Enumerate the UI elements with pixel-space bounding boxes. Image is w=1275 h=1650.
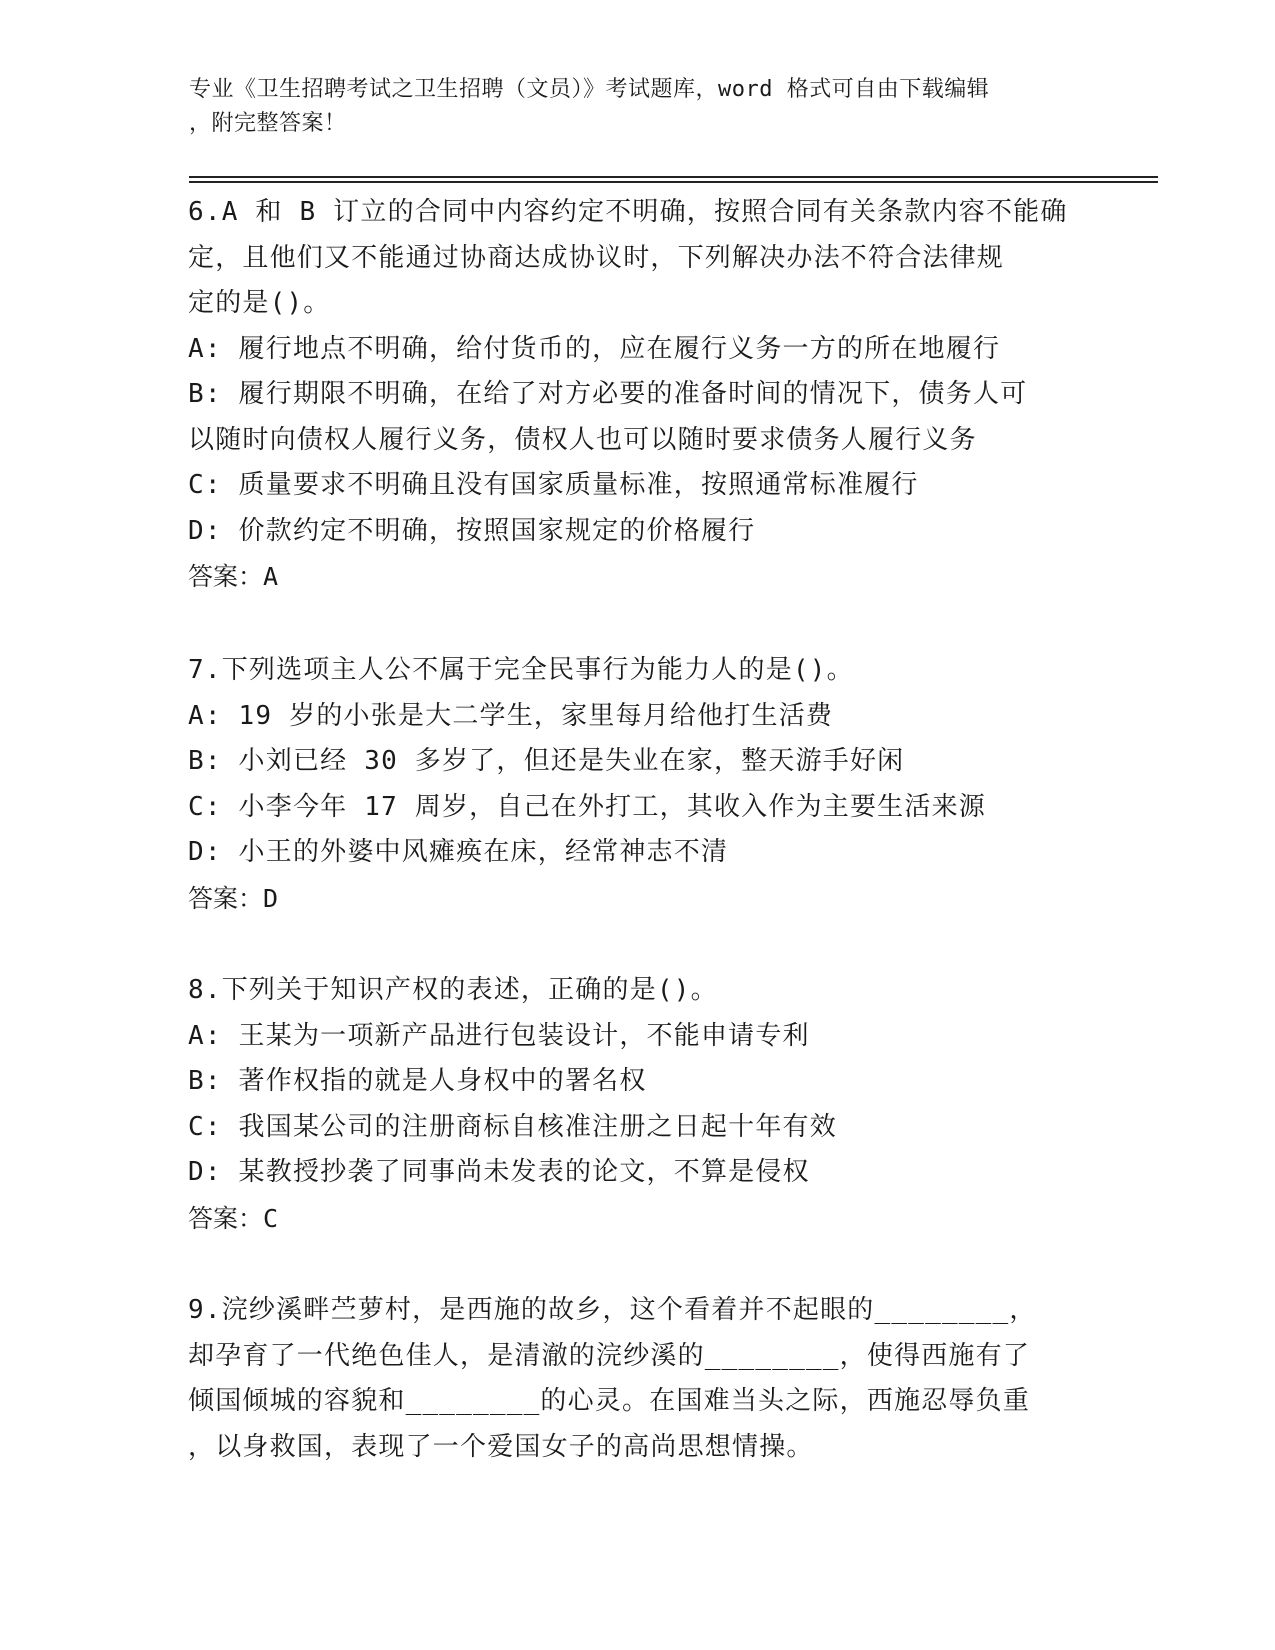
option-b: B: 著作权指的就是人身权中的署名权	[188, 1066, 647, 1096]
answer-line	[188, 554, 1088, 600]
question-6	[188, 190, 1088, 600]
question-stem: 却孕育了一代绝色佳人，是清澈的浣纱溪的________，使得西施有了	[188, 1340, 1031, 1371]
header-divider-top	[189, 176, 1158, 178]
question-stem: 定，且他们又不能通过协商达成协议时，下列解决办法不符合法律规	[188, 242, 1005, 273]
header-line: 专业《卫生招聘考试之卫生招聘（文员）》考试题库，word 格式可自由下载编辑	[189, 77, 990, 102]
question-stem: 8.下列关于知识产权的表述，正确的是()。	[188, 975, 718, 1005]
option-a: A: 王某为一项新产品进行包装设计，不能申请专利	[188, 1020, 810, 1051]
option-c: C: 我国某公司的注册商标自核准注册之日起十年有效	[188, 1111, 837, 1142]
option-d: D: 价款约定不明确，按照国家规定的价格履行	[188, 515, 756, 546]
question-stem: 7.下列选项主人公不属于完全民事行为能力人的是()。	[188, 655, 854, 685]
option-c: C: 质量要求不明确且没有国家质量标准，按照通常标准履行	[188, 470, 919, 500]
question-7	[188, 648, 1088, 922]
option-d: D: 小王的外婆中风瘫痪在床，经常神志不清	[188, 837, 729, 867]
answer-line	[188, 1196, 1088, 1242]
answer-label: 答案：	[188, 562, 264, 591]
document-header	[189, 73, 1089, 141]
option-b: B: 小刘已经 30 多岁了，但还是失业在家，整天游手好闲	[188, 746, 905, 776]
option-a: A: 履行地点不明确，给付货币的，应在履行义务一方的所在地履行	[188, 333, 1001, 364]
answer-value: D	[263, 883, 279, 913]
question-8	[188, 968, 1088, 1242]
option-b: B: 履行期限不明确，在给了对方必要的准备时间的情况下，债务人可	[188, 379, 1028, 409]
answer-line	[188, 876, 1088, 922]
option-c: C: 小李今年 17 周岁，自己在外打工，其收入作为主要生活来源	[188, 791, 986, 822]
answer-label: 答案：	[188, 883, 264, 913]
question-9	[188, 1288, 1088, 1470]
question-stem: 倾国倾城的容貌和________的心灵。在国难当头之际，西施忍辱负重	[188, 1386, 1031, 1416]
question-stem: 定的是()。	[188, 288, 331, 318]
question-stem: ，以身救国，表现了一个爱国女子的高尚思想情操。	[188, 1431, 814, 1462]
header-line: ，附完整答案！	[189, 111, 347, 136]
answer-value: C	[263, 1203, 279, 1233]
answer-label: 答案：	[188, 1203, 264, 1233]
option-a: A: 19 岁的小张是大二学生，家里每月给他打生活费	[188, 700, 834, 731]
option-d: D: 某教授抄袭了同事尚未发表的论文，不算是侵权	[188, 1157, 810, 1187]
question-stem: 6.A 和 B 订立的合同中内容约定不明确，按照合同有关条款内容不能确	[188, 197, 1068, 227]
question-stem: 9.浣纱溪畔苎萝村，是西施的故乡，这个看着并不起眼的________，	[188, 1295, 1037, 1325]
header-divider-bottom	[189, 181, 1158, 183]
option-b: 以随时向债权人履行义务，债权人也可以随时要求债务人履行义务	[188, 424, 977, 455]
answer-value: A	[263, 562, 279, 591]
